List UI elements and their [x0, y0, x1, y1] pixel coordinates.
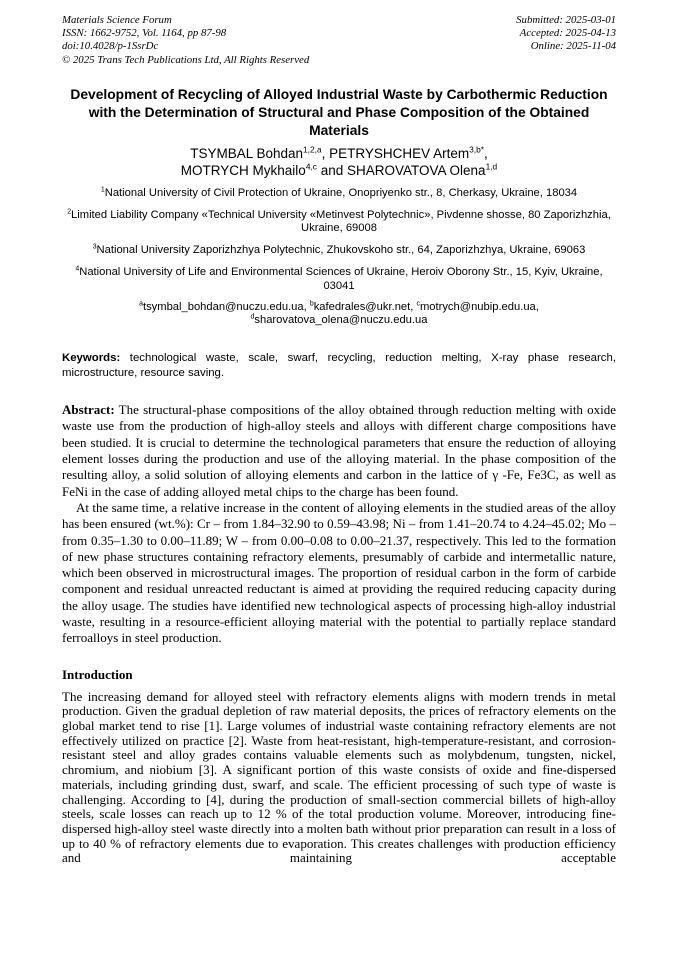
copyright-line: © 2025 Trans Tech Publications Ltd, All Rights Reserved: [62, 53, 310, 66]
email-address: kafedrales@ukr.net,: [313, 300, 417, 313]
author-affil-marker: 3,b*: [469, 144, 485, 155]
affiliation-4: [62, 266, 616, 294]
author-name: TSYMBAL Bohdan: [190, 145, 304, 161]
accepted-date: Accepted: 2025-04-13: [519, 27, 616, 40]
author-affil-marker: 4,c: [305, 161, 317, 172]
author-affil-marker: 1,2,a: [303, 144, 322, 155]
introduction-heading: Introduction: [62, 666, 133, 682]
email-address: sharovatova_olena@nuczu.edu.ua: [254, 314, 428, 327]
author-separator: ,: [484, 145, 488, 161]
email-marker: d: [250, 313, 255, 321]
introduction-paragraph: The increasing demand for alloyed steel with refractory elements aligns with modern trends in metal production. Given the gradual depletion of raw material deposits, the prices of refractory elements on the global market tend to rise [1]. Large volumes of industrial waste containing refractory elements are not effectively utilized on practice [2]. Waste from heat-resistant, high-temperature-resistant, and corrosion-resistant steel and alloy grades contains valuable elements such as molybdenum, tungsten, nickel, chromium, and niobium [3]. A significant portion of this waste consists of oxide and fine-dispersed materials, including grinding dust, swarf, and scale. The efficient processing of such type of waste is challenging. According to [4], during the production of small-section commercial billets of high-alloy steels, scale losses can reach up to 12 % of the total production volume. Moreover, introducing fine-dispersed high-alloy steel waste directly into a molten bath without prior preparation can result in a loss of up to 40 % of refractory elements due to evaporation. This creates challenges with production efficiency and maintaining acceptable: [62, 688, 616, 866]
authors-block: [62, 145, 616, 179]
journal-name: Materials Science Forum: [62, 14, 172, 26]
email-marker: b: [309, 299, 314, 307]
keywords-block: [62, 351, 616, 381]
journal-header: [62, 14, 616, 67]
author-name: MOTRYCH Mykhailo: [180, 162, 306, 178]
affiliation-1: [62, 187, 616, 201]
abstract-text: The structural-phase compositions of the alloy obtained through reduction melting with oxide waste use from the production of high-alloy steels and alloys with different charge compositions have been studied. It is crucial to determine the technological parameters that ensure the reduction of alloying element losses during the production and use of the alloying material. In the phase composition of the resulting alloy, a solid solution of alloying elements and carbon in the lattice of γ -Fe, Fe3C, as well as FeNi in the case of adding alloyed metal chips to the charge has been found.: [62, 402, 616, 499]
email-address: motrych@nubip.edu.ua,: [419, 300, 539, 313]
abstract-label: Abstract:: [62, 402, 115, 418]
paper-title: Development of Recycling of Alloyed Industrial Waste by Carbothermic Reduction with the Determination of Structural and Phase Composition of the Obtained Materials: [70, 86, 608, 138]
online-date: Online: 2025-11-04: [530, 40, 616, 53]
affiliation-text: National University Zaporizhzhya Polytechnic, Zhukovskoho str., 64, Zaporizhzhya, Ukraine, 69063: [96, 244, 586, 257]
abstract-block: [62, 402, 616, 646]
issn-volume-line: ISSN: 1662-9752, Vol. 1164, pp 87-98: [62, 27, 227, 40]
affiliation-marker: 1: [100, 186, 105, 194]
affiliation-text: Limited Liability Company «Technical University «Metinvest Polytechnic», Pivdenne shosse, 80 Zaporizhzhia, Ukraine, 69008: [71, 208, 611, 235]
submission-dates: [516, 14, 616, 67]
author-emails: [62, 301, 616, 329]
authors-line-1: [62, 145, 616, 162]
abstract-paragraph-2: At the same time, a relative increase in the content of alloying elements in the studied areas of the alloy has been ensured (wt.%): Cr – from 1.84–32.90 to 0.59–43.98; Ni – from 1.41–20.74 to 4.24–45.02; Mo – from 0.35–1.30 to 0.00–11.89; W – from 0.00–0.08 to 0.00–21.37, respectively. This led to the formation of new phase structures containing refractory elements, presumably of carbide and intermetallic nature, which been observed in microstructural images. The proportion of residual carbon in the form of carbide component and residual unreacted reductant is aimed at providing the required reducing capacity during the alloy usage. The studies have identified new technological aspects of processing high-alloy industrial waste, resulting in a resource-efficient alloying material with the potential to partially replace standard ferroalloys in steel production.: [62, 499, 616, 646]
abstract-paragraph-1: [62, 402, 616, 500]
submitted-date: Submitted: 2025-03-01: [516, 14, 616, 26]
affiliation-text: National University of Civil Protection of Ukraine, Onopriyenko str., 8, Cherkasy, Ukraine, 18034: [104, 186, 578, 199]
affiliation-marker: 4: [75, 265, 80, 273]
affiliation-marker: 3: [92, 243, 97, 251]
affiliation-3: [62, 244, 616, 258]
author-name: and SHAROVATOVA Olena: [316, 162, 486, 178]
keywords-text: technological waste, scale, swarf, recycling, reduction melting, X-ray phase research, microstructure, resource saving.: [62, 352, 616, 380]
doi-line: doi:10.4028/p-1SsrDc: [62, 40, 159, 53]
affiliation-2: [62, 209, 616, 237]
keywords-label: Keywords:: [62, 352, 121, 365]
email-address: tsymbal_bohdan@nuczu.edu.ua,: [142, 300, 310, 313]
email-marker: c: [416, 299, 420, 307]
affiliation-marker: 2: [67, 207, 72, 215]
journal-info: [62, 14, 309, 67]
email-marker: a: [139, 299, 143, 307]
author-affil-marker: 1,d: [485, 161, 498, 172]
author-name: , PETRYSHCHEV Artem: [321, 145, 470, 161]
authors-line-2: [62, 162, 616, 179]
affiliation-text: National University of Life and Environmental Sciences of Ukraine, Heroiv Oborony Str., 15, Kyiv, Ukraine, 03041: [79, 266, 603, 292]
